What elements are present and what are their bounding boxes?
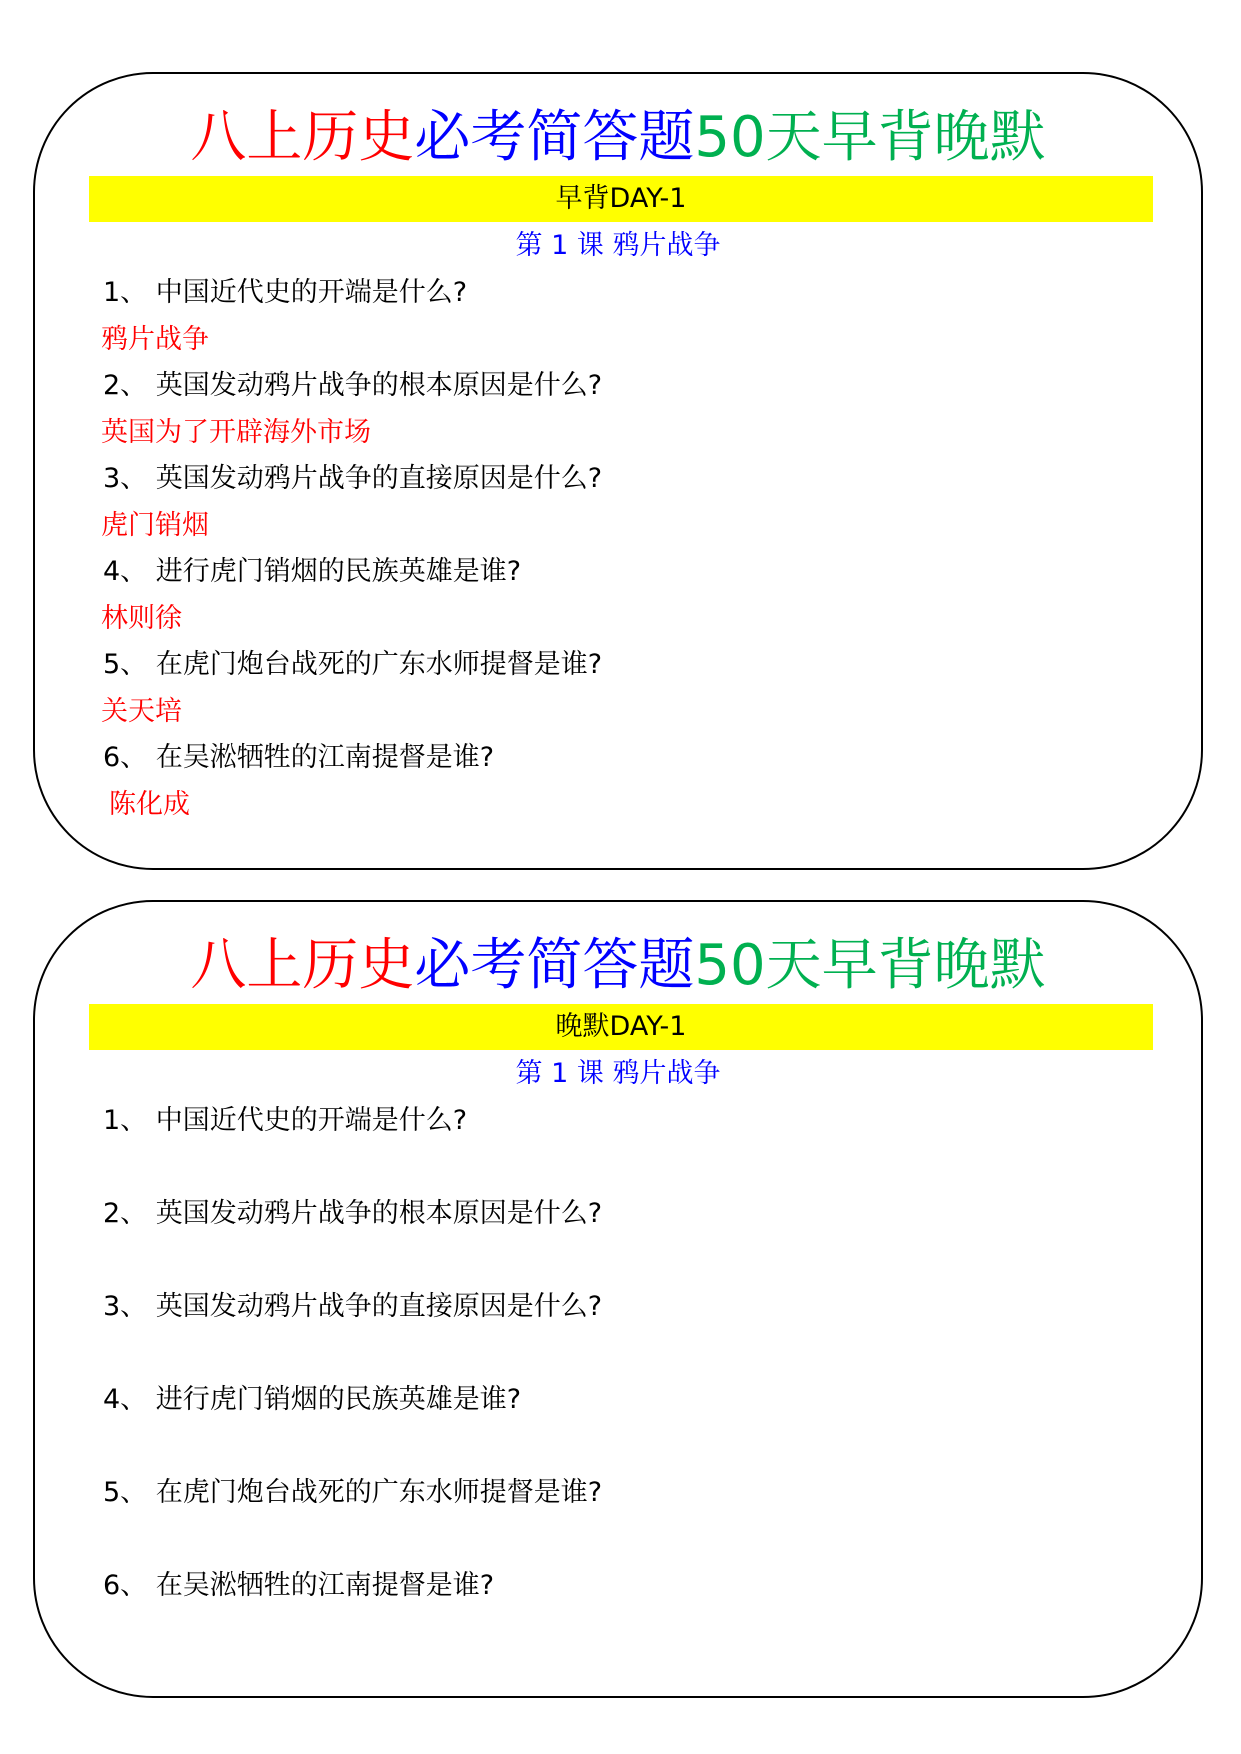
question: 1、 中国近代史的开端是什么?: [103, 277, 468, 308]
answer: 英国为了开辟海外市场: [101, 416, 371, 448]
qa-item: [101, 1191, 1161, 1284]
qa-item: [101, 1284, 1161, 1377]
question: 1、 中国近代史的开端是什么?: [103, 1105, 468, 1136]
qa-list: [101, 1098, 1161, 1656]
answer-blank: [101, 1424, 1161, 1471]
title-part-green: 50天早背晚默: [694, 105, 1046, 170]
qa-item: [101, 363, 1161, 456]
morning-card: [33, 72, 1203, 870]
question: 3、 英国发动鸦片战争的直接原因是什么?: [103, 463, 603, 494]
question: 5、 在虎门炮台战死的广东水师提督是谁?: [103, 649, 603, 680]
question: 4、 进行虎门销烟的民族英雄是谁?: [103, 556, 522, 587]
question: 2、 英国发动鸦片战争的根本原因是什么?: [103, 1198, 603, 1229]
qa-item: [101, 1563, 1161, 1656]
answer: 陈化成: [109, 788, 190, 820]
answer-blank: [101, 1517, 1161, 1564]
title-part-blue: 必考简答题: [414, 933, 695, 998]
answer-blank: [101, 1145, 1161, 1192]
answer: 鸦片战争: [101, 323, 209, 355]
qa-item: [101, 456, 1161, 549]
question: 5、 在虎门炮台战死的广东水师提督是谁?: [103, 1477, 603, 1508]
qa-item: [101, 270, 1161, 363]
qa-item: [101, 1377, 1161, 1470]
answer-blank: [101, 1610, 1161, 1657]
qa-item: [101, 549, 1161, 642]
question: 2、 英国发动鸦片战争的根本原因是什么?: [103, 370, 603, 401]
day-band: 早背DAY-1: [89, 176, 1153, 222]
title-part-blue: 必考简答题: [414, 105, 695, 170]
day-band: 晚默DAY-1: [89, 1004, 1153, 1050]
card-title: [35, 100, 1201, 176]
question: 6、 在吴淞牺牲的江南提督是谁?: [103, 742, 495, 773]
lesson-heading: 第 1 课 鸦片战争: [515, 1058, 721, 1089]
answer: 林则徐: [101, 602, 182, 634]
qa-item: [101, 735, 1161, 828]
question: 6、 在吴淞牺牲的江南提督是谁?: [103, 1570, 495, 1601]
qa-item: [101, 1470, 1161, 1563]
qa-list: [101, 270, 1161, 828]
card-title: [35, 928, 1201, 1004]
answer-blank: [101, 1331, 1161, 1378]
answer-blank: [101, 1238, 1161, 1285]
qa-item: [101, 642, 1161, 735]
title-part-red: 八上历史: [190, 105, 415, 170]
lesson-heading: 第 1 课 鸦片战争: [515, 230, 721, 261]
qa-item: [101, 1098, 1161, 1191]
title-part-red: 八上历史: [190, 933, 415, 998]
title-part-green: 50天早背晚默: [694, 933, 1046, 998]
answer: 关天培: [101, 695, 182, 727]
evening-card: [33, 900, 1203, 1698]
question: 3、 英国发动鸦片战争的直接原因是什么?: [103, 1291, 603, 1322]
question: 4、 进行虎门销烟的民族英雄是谁?: [103, 1384, 522, 1415]
answer: 虎门销烟: [101, 509, 209, 541]
